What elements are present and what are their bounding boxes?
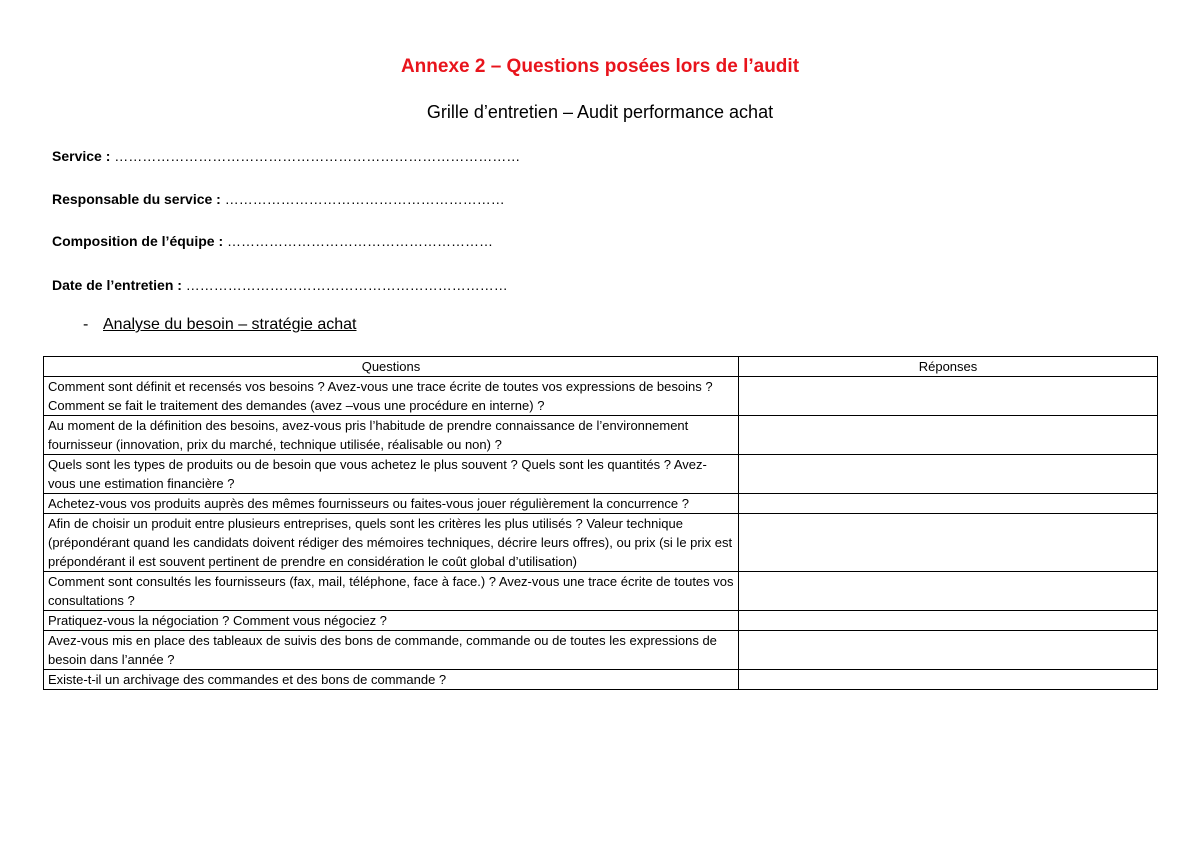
table-row (44, 631, 1158, 670)
answer-cell (739, 455, 1158, 494)
header-reponses: Réponses (739, 357, 1158, 377)
field-dots: …………………………………………………… (220, 191, 505, 207)
table-row (44, 455, 1158, 494)
question-cell: Existe-t-il un archivage des commandes et des bons de commande ? (44, 670, 739, 690)
field-label: Service : (52, 148, 111, 164)
answer-cell (739, 514, 1158, 572)
section-title: Analyse du besoin – stratégie achat (103, 316, 357, 333)
question-cell: Pratiquez-vous la négociation ? Comment vous négociez ? (44, 611, 739, 631)
field-label: Date de l’entretien : (52, 277, 182, 293)
question-cell: Afin de choisir un produit entre plusieurs entreprises, quels sont les critères les plus utilisés ? Valeur technique (prépondérant quand les candidats doivent rédiger des mémoires techniques, décrire leurs offres), ou prix (si le prix est prépondérant il est souvent pertinent de prendre en considération le coût global d’utilisation) (44, 514, 739, 572)
answer-cell (739, 670, 1158, 690)
table-row (44, 611, 1158, 631)
table-header-row (44, 357, 1158, 377)
field-label: Composition de l’équipe : (52, 233, 224, 249)
question-cell: Quels sont les types de produits ou de besoin que vous achetez le plus souvent ? Quels sont les quantités ? Avez-vous une estimation financière ? (44, 455, 739, 494)
question-cell: Comment sont définit et recensés vos besoins ? Avez-vous une trace écrite de toutes vos expressions de besoins ? Comment se fait le traitement des demandes (avez –vous une procédure en interne) ? (44, 377, 739, 416)
table-row (44, 494, 1158, 514)
section-heading (83, 316, 357, 334)
question-cell: Avez-vous mis en place des tableaux de suivis des bons de commande, commande ou de toutes les expressions de besoin dans l’année ? (44, 631, 739, 670)
answer-cell (739, 377, 1158, 416)
table-row (44, 514, 1158, 572)
header-questions: Questions (44, 357, 739, 377)
field-date (52, 277, 508, 293)
field-composition (52, 233, 493, 249)
document-title: Annexe 2 – Questions posées lors de l’audit (400, 56, 800, 77)
table-row (44, 670, 1158, 690)
answer-cell (739, 572, 1158, 611)
answer-cell (739, 631, 1158, 670)
field-dots: …………………………………………………………………………… (110, 148, 521, 164)
answer-cell (739, 416, 1158, 455)
field-dots: …………………………………………………………… (181, 277, 508, 293)
table-row (44, 377, 1158, 416)
field-responsable (52, 191, 505, 207)
audit-questions-table (43, 356, 1158, 690)
table-row (44, 416, 1158, 455)
question-cell: Au moment de la définition des besoins, avez-vous pris l’habitude de prendre connaissance de l’environnement fournisseur (innovation, prix du marché, technique utilisée, réalisable ou non) ? (44, 416, 739, 455)
field-label: Responsable du service : (52, 191, 221, 207)
table-row (44, 572, 1158, 611)
question-cell: Achetez-vous vos produits auprès des mêmes fournisseurs ou faites-vous jouer régulièrement la concurrence ? (44, 494, 739, 514)
section-bullet: - (83, 316, 89, 333)
field-service (52, 148, 520, 164)
answer-cell (739, 611, 1158, 631)
field-dots: ………………………………………………… (223, 233, 494, 249)
document-subtitle: Grille d’entretien – Audit performance achat (426, 102, 774, 122)
answer-cell (739, 494, 1158, 514)
question-cell: Comment sont consultés les fournisseurs (fax, mail, téléphone, face à face.) ? Avez-vous une trace écrite de toutes vos consultations ? (44, 572, 739, 611)
